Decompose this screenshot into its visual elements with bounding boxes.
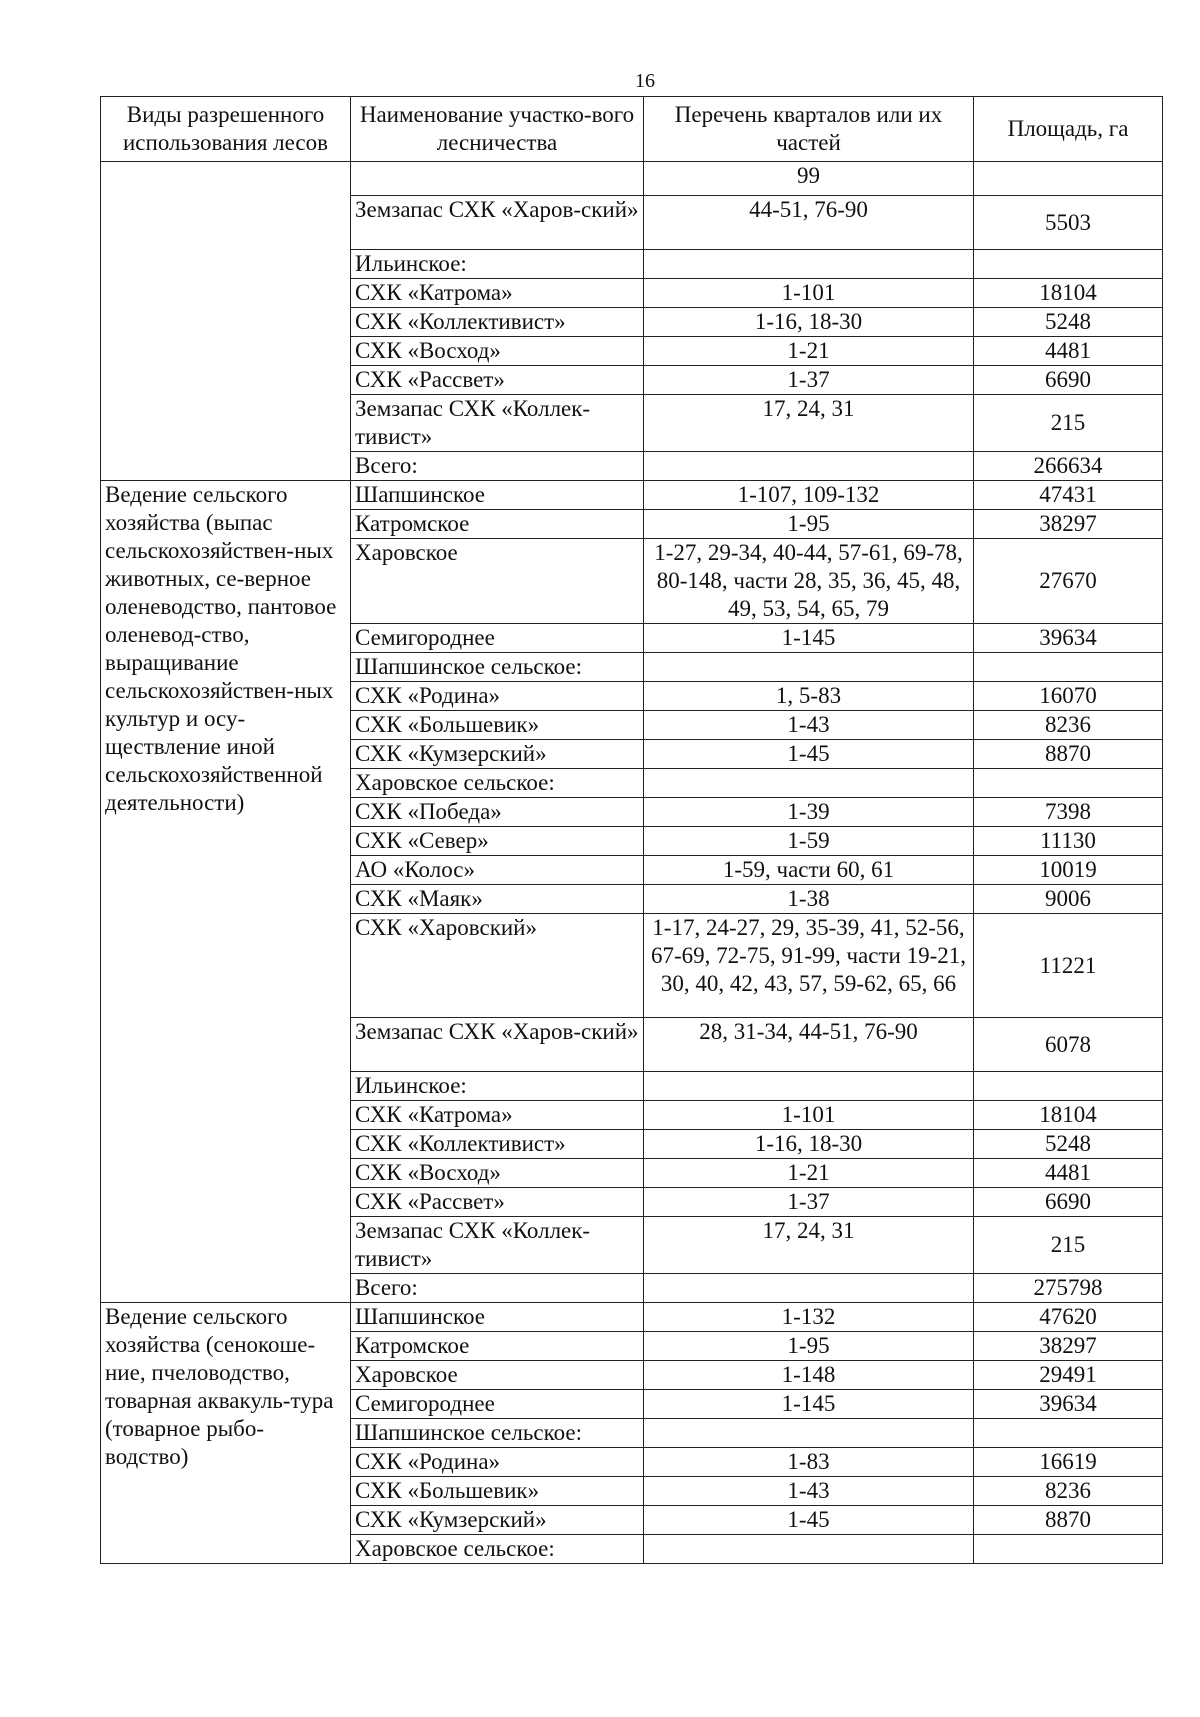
forestry-name-cell: Шапшинское xyxy=(351,481,644,510)
forestry-name-cell: Харовское xyxy=(351,539,644,624)
quarters-cell xyxy=(644,1419,974,1448)
quarters-cell: 1-145 xyxy=(644,624,974,653)
quarters-cell xyxy=(644,1274,974,1303)
area-cell: 6690 xyxy=(974,366,1163,395)
quarters-cell: 1-27, 29-34, 40-44, 57-61, 69-78, 80-148, части 28, 35, 36, 45, 48, 49, 53, 54, 65, 79 xyxy=(644,539,974,624)
area-cell: 11221 xyxy=(974,914,1163,1018)
quarters-cell: 1-17, 24-27, 29, 35-39, 41, 52-56, 67-69, 72-75, 91-99, части 19-21, 30, 40, 42, 43, 57, 59-62, 65, 66 xyxy=(644,914,974,1018)
quarters-cell: 17, 24, 31 xyxy=(644,1217,974,1274)
area-cell: 11130 xyxy=(974,827,1163,856)
quarters-cell: 1-39 xyxy=(644,798,974,827)
forestry-name-cell: СХК «Восход» xyxy=(351,337,644,366)
quarters-cell xyxy=(644,452,974,481)
forestry-name-cell: Харовское xyxy=(351,1361,644,1390)
quarters-cell: 1-95 xyxy=(644,510,974,539)
area-cell: 8236 xyxy=(974,1477,1163,1506)
area-cell: 16619 xyxy=(974,1448,1163,1477)
area-cell xyxy=(974,653,1163,682)
forestry-name-cell: Шапшинское сельское: xyxy=(351,1419,644,1448)
forestry-name-cell: СХК «Рассвет» xyxy=(351,1188,644,1217)
quarters-cell: 1-107, 109-132 xyxy=(644,481,974,510)
quarters-cell: 1, 5-83 xyxy=(644,682,974,711)
quarters-cell: 17, 24, 31 xyxy=(644,395,974,452)
area-cell xyxy=(974,162,1163,196)
forestry-name-cell: Всего: xyxy=(351,452,644,481)
use-kind-cell xyxy=(101,162,351,481)
quarters-cell: 1-101 xyxy=(644,279,974,308)
forestry-name-cell: СХК «Север» xyxy=(351,827,644,856)
quarters-cell: 1-132 xyxy=(644,1303,974,1332)
forestry-name-cell: Земзапас СХК «Коллек-тивист» xyxy=(351,1217,644,1274)
area-cell: 18104 xyxy=(974,1101,1163,1130)
quarters-cell: 1-45 xyxy=(644,740,974,769)
area-cell: 4481 xyxy=(974,1159,1163,1188)
quarters-cell xyxy=(644,1072,974,1101)
forestry-name-cell: Харовское сельское: xyxy=(351,1535,644,1564)
area-cell: 38297 xyxy=(974,510,1163,539)
quarters-cell: 1-59, части 60, 61 xyxy=(644,856,974,885)
forest-use-table xyxy=(100,96,1163,1564)
forestry-name-cell: Шапшинское сельское: xyxy=(351,653,644,682)
area-cell: 8870 xyxy=(974,1506,1163,1535)
forestry-name-cell: СХК «Большевик» xyxy=(351,711,644,740)
forestry-name-cell: Катромское xyxy=(351,1332,644,1361)
area-cell: 27670 xyxy=(974,539,1163,624)
quarters-cell: 1-101 xyxy=(644,1101,974,1130)
area-cell: 275798 xyxy=(974,1274,1163,1303)
forestry-name-cell: Всего: xyxy=(351,1274,644,1303)
area-cell: 7398 xyxy=(974,798,1163,827)
header-name: Наименование участко-вого лесничества xyxy=(351,97,644,162)
forestry-name-cell: СХК «Кумзерский» xyxy=(351,1506,644,1535)
forestry-name-cell: СХК «Родина» xyxy=(351,682,644,711)
quarters-cell: 1-83 xyxy=(644,1448,974,1477)
forestry-name-cell: Земзапас СХК «Харов-ский» xyxy=(351,1018,644,1072)
area-cell xyxy=(974,1419,1163,1448)
header-kind: Виды разрешенного использования лесов xyxy=(101,97,351,162)
quarters-cell: 1-148 xyxy=(644,1361,974,1390)
table-row xyxy=(101,481,1163,510)
forestry-name-cell: Семигороднее xyxy=(351,624,644,653)
table-body xyxy=(101,162,1163,1564)
quarters-cell xyxy=(644,653,974,682)
area-cell: 6078 xyxy=(974,1018,1163,1072)
area-cell: 6690 xyxy=(974,1188,1163,1217)
quarters-cell: 99 xyxy=(644,162,974,196)
forestry-name-cell: Катромское xyxy=(351,510,644,539)
table-header-row xyxy=(101,97,1163,162)
quarters-cell: 1-59 xyxy=(644,827,974,856)
quarters-cell: 28, 31-34, 44-51, 76-90 xyxy=(644,1018,974,1072)
quarters-cell: 1-95 xyxy=(644,1332,974,1361)
quarters-cell: 1-37 xyxy=(644,1188,974,1217)
area-cell xyxy=(974,1535,1163,1564)
area-cell: 9006 xyxy=(974,885,1163,914)
forestry-name-cell: АО «Колос» xyxy=(351,856,644,885)
forestry-name-cell: Харовское сельское: xyxy=(351,769,644,798)
area-cell: 215 xyxy=(974,395,1163,452)
quarters-cell: 1-16, 18-30 xyxy=(644,308,974,337)
area-cell: 10019 xyxy=(974,856,1163,885)
table-row xyxy=(101,1303,1163,1332)
area-cell: 47620 xyxy=(974,1303,1163,1332)
forestry-name-cell: СХК «Харовский» xyxy=(351,914,644,1018)
quarters-cell: 1-16, 18-30 xyxy=(644,1130,974,1159)
forestry-name-cell: СХК «Победа» xyxy=(351,798,644,827)
quarters-cell xyxy=(644,769,974,798)
area-cell: 16070 xyxy=(974,682,1163,711)
quarters-cell: 1-21 xyxy=(644,1159,974,1188)
quarters-cell: 1-43 xyxy=(644,1477,974,1506)
area-cell: 4481 xyxy=(974,337,1163,366)
forestry-name-cell: Ильинское: xyxy=(351,250,644,279)
forestry-name-cell: Ильинское: xyxy=(351,1072,644,1101)
forestry-name-cell: СХК «Восход» xyxy=(351,1159,644,1188)
forestry-name-cell: СХК «Большевик» xyxy=(351,1477,644,1506)
area-cell xyxy=(974,1072,1163,1101)
area-cell: 266634 xyxy=(974,452,1163,481)
forestry-name-cell: СХК «Кумзерский» xyxy=(351,740,644,769)
area-cell: 5503 xyxy=(974,196,1163,250)
area-cell: 5248 xyxy=(974,1130,1163,1159)
forestry-name-cell: СХК «Коллективист» xyxy=(351,308,644,337)
area-cell xyxy=(974,250,1163,279)
header-area: Площадь, га xyxy=(974,97,1163,162)
area-cell: 18104 xyxy=(974,279,1163,308)
quarters-cell: 1-37 xyxy=(644,366,974,395)
quarters-cell: 1-21 xyxy=(644,337,974,366)
quarters-cell: 1-38 xyxy=(644,885,974,914)
area-cell: 29491 xyxy=(974,1361,1163,1390)
forestry-name-cell: Шапшинское xyxy=(351,1303,644,1332)
area-cell: 39634 xyxy=(974,624,1163,653)
use-kind-cell: Ведение сельского хозяйства (сенокоше-ние, пчеловодство, товарная аквакуль-тура (товарное рыбо-водство) xyxy=(101,1303,351,1564)
header-quarters: Перечень кварталов или их частей xyxy=(644,97,974,162)
area-cell: 215 xyxy=(974,1217,1163,1274)
area-cell xyxy=(974,769,1163,798)
use-kind-cell: Ведение сельского хозяйства (выпас сельскохозяйствен-ных животных, се-верное оленеводство, пантовое оленевод-ство, выращивание сельскохозяйствен-ных культур и осу-ществление иной сельскохозяйственной деятельности) xyxy=(101,481,351,1303)
quarters-cell xyxy=(644,250,974,279)
area-cell: 38297 xyxy=(974,1332,1163,1361)
forestry-name-cell: Земзапас СХК «Харов-ский» xyxy=(351,196,644,250)
forestry-name-cell: СХК «Маяк» xyxy=(351,885,644,914)
forestry-name-cell: СХК «Родина» xyxy=(351,1448,644,1477)
quarters-cell: 1-43 xyxy=(644,711,974,740)
area-cell: 39634 xyxy=(974,1390,1163,1419)
quarters-cell xyxy=(644,1535,974,1564)
quarters-cell: 1-45 xyxy=(644,1506,974,1535)
area-cell: 8236 xyxy=(974,711,1163,740)
area-cell: 8870 xyxy=(974,740,1163,769)
quarters-cell: 44-51, 76-90 xyxy=(644,196,974,250)
forestry-name-cell: СХК «Рассвет» xyxy=(351,366,644,395)
forestry-name-cell: СХК «Катрома» xyxy=(351,279,644,308)
area-cell: 47431 xyxy=(974,481,1163,510)
area-cell: 5248 xyxy=(974,308,1163,337)
table-row xyxy=(101,162,1163,196)
forestry-name-cell: СХК «Катрома» xyxy=(351,1101,644,1130)
quarters-cell: 1-145 xyxy=(644,1390,974,1419)
forestry-name-cell: СХК «Коллективист» xyxy=(351,1130,644,1159)
forestry-name-cell: Семигороднее xyxy=(351,1390,644,1419)
page-number: 16 xyxy=(635,70,655,92)
forestry-name-cell xyxy=(351,162,644,196)
forestry-name-cell: Земзапас СХК «Коллек-тивист» xyxy=(351,395,644,452)
